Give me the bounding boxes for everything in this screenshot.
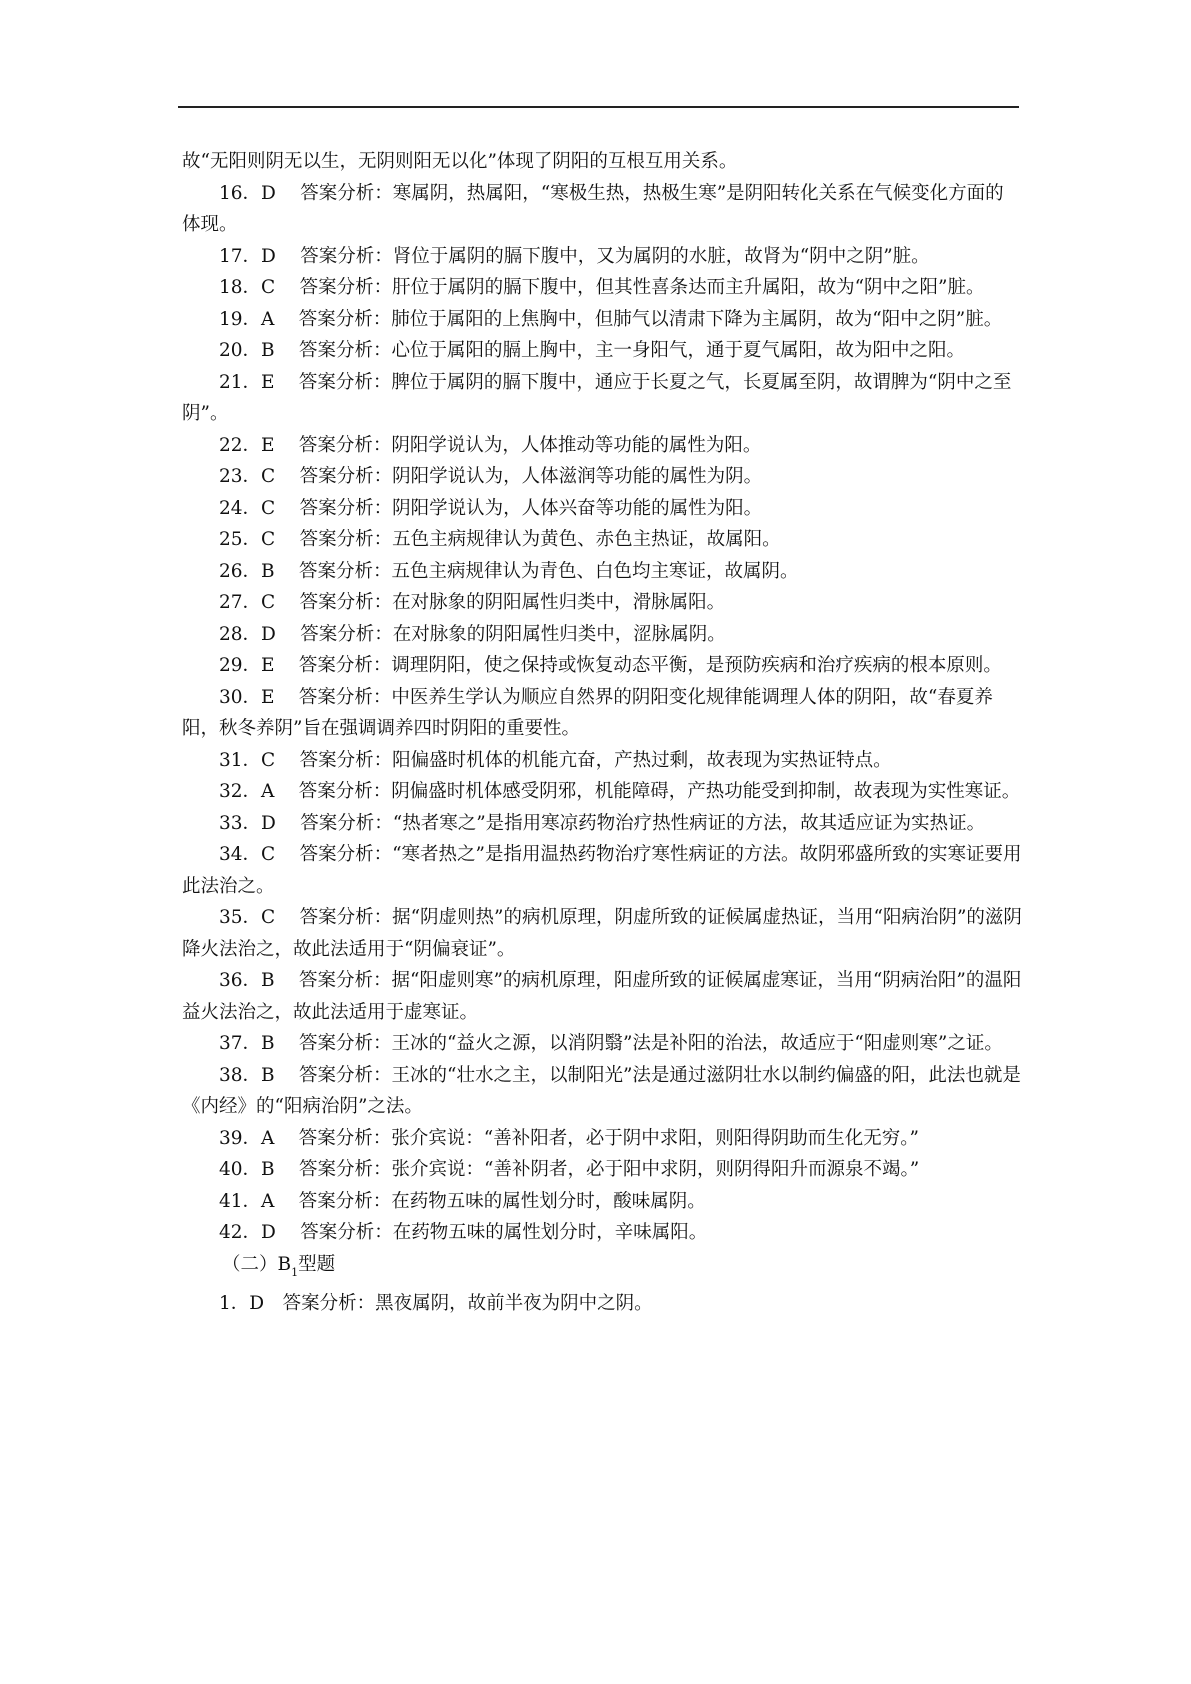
header-rule	[178, 106, 1019, 108]
answer-item-b1-1: 1．D 答案分析：黑夜属阴，故前半夜为阴中之阴。	[219, 1293, 653, 1314]
answer-item-31: 31．C 答案分析：阳偏盛时机体的机能亢奋，产热过剩，故表现为实热证特点。	[219, 749, 892, 771]
answer-item-22: 22．E 答案分析：阴阳学说认为，人体推动等功能的属性为阳。	[219, 434, 762, 456]
answer-item-36: 36．B 答案分析：据“阳虚则寒”的病机原理，阳虚所致的证候属虚寒证，当用“阴病治阳”的温阳益火法治之，故此法适用于虚寒证。	[182, 970, 1022, 1023]
section-heading	[182, 1249, 1022, 1289]
answer-item-20: 20．B 答案分析：心位于属阳的膈上胸中，主一身阳气，通于夏气属阳，故为阳中之阳。	[219, 340, 966, 361]
answer-item-23: 23．C 答案分析：阴阳学说认为，人体滋润等功能的属性为阴。	[219, 466, 763, 487]
answer-item-21: 21．E 答案分析：脾位于属阴的膈下腹中，通应于长夏之气，长夏属至阴，故谓脾为“阴中之至阴”。	[182, 371, 1012, 424]
section-suffix: 型题	[298, 1253, 336, 1275]
paragraph: 故“无阳则阴无以生，无阴则阳无以化”体现了阴阳的互根互用关系。	[182, 151, 738, 172]
answer-item-27: 27．C 答案分析：在对脉象的阴阳属性归类中，滑脉属阳。	[219, 592, 726, 613]
answer-item-33: 33．D 答案分析：“热者寒之”是指用寒凉药物治疗热性病证的方法，故其适应证为实热证。	[219, 812, 986, 834]
answer-item-39: 39．A 答案分析：张介宾说：“善补阳者，必于阴中求阳，则阳得阴助而生化无穷。”	[219, 1127, 919, 1149]
answer-item-41: 41．A 答案分析：在药物五味的属性划分时，酸味属阴。	[219, 1190, 706, 1212]
answer-item-25: 25．C 答案分析：五色主病规律认为黄色、赤色主热证，故属阳。	[219, 529, 781, 550]
answer-item-32: 32．A 答案分析：阴偏盛时机体感受阴邪，机能障碍，产热功能受到抑制，故表现为实性寒证。	[219, 781, 1021, 802]
section-subscript: 1	[291, 1265, 299, 1279]
answer-item-24: 24．C 答案分析：阴阳学说认为，人体兴奋等功能的属性为阳。	[219, 497, 763, 519]
answer-analysis-page	[182, 146, 1022, 1320]
answer-item-42: 42．D 答案分析：在药物五味的属性划分时，辛味属阳。	[219, 1222, 708, 1243]
answer-item-30: 30．E 答案分析：中医养生学认为顺应自然界的阴阳变化规律能调理人体的阴阳，故“春夏养阳，秋冬养阴”旨在强调调养四时阴阳的重要性。	[182, 686, 993, 739]
answer-item-28: 28．D 答案分析：在对脉象的阴阳属性归类中，涩脉属阴。	[219, 623, 726, 645]
section-prefix: （二）B	[222, 1253, 292, 1275]
answer-item-35: 35．C 答案分析：据“阴虚则热”的病机原理，阴虚所致的证候属虚热证，当用“阳病治阴”的滋阴降火法治之，故此法适用于“阴偏衰证”。	[182, 907, 1022, 960]
answer-item-38: 38．B 答案分析：王冰的“壮水之主，以制阳光”法是通过滋阴壮水以制约偏盛的阳，此法也就是《内经》的“阳病治阴”之法。	[182, 1064, 1021, 1117]
answer-item-16: 16．D 答案分析：寒属阴，热属阳，“寒极生热，热极生寒”是阴阳转化关系在气候变化方面的体现。	[182, 182, 1004, 235]
answer-item-19: 19．A 答案分析：肺位于属阳的上焦胸中，但肺气以清肃下降为主属阴，故为“阳中之阴”脏。	[219, 308, 1003, 330]
answer-item-17: 17．D 答案分析：肾位于属阴的膈下腹中，又为属阴的水脏，故肾为“阴中之阴”脏。	[219, 245, 930, 267]
answer-item-26: 26．B 答案分析：五色主病规律认为青色、白色均主寒证，故属阴。	[219, 560, 799, 582]
answer-item-18: 18．C 答案分析：肝位于属阴的膈下腹中，但其性喜条达而主升属阳，故为“阴中之阳”脏。	[219, 277, 985, 298]
answer-item-37: 37．B 答案分析：王冰的“益火之源，以消阴翳”法是补阳的治法，故适应于“阳虚则寒”之证。	[219, 1033, 1003, 1054]
answer-item-34: 34．C 答案分析：“寒者热之”是指用温热药物治疗寒性病证的方法。故阴邪盛所致的实寒证要用此法治之。	[182, 844, 1022, 897]
answer-item-40: 40．B 答案分析：张介宾说：“善补阴者，必于阳中求阴，则阴得阳升而源泉不竭。”	[219, 1159, 920, 1180]
answer-item-29: 29．E 答案分析：调理阴阳，使之保持或恢复动态平衡，是预防疾病和治疗疾病的根本原则。	[219, 655, 1002, 676]
